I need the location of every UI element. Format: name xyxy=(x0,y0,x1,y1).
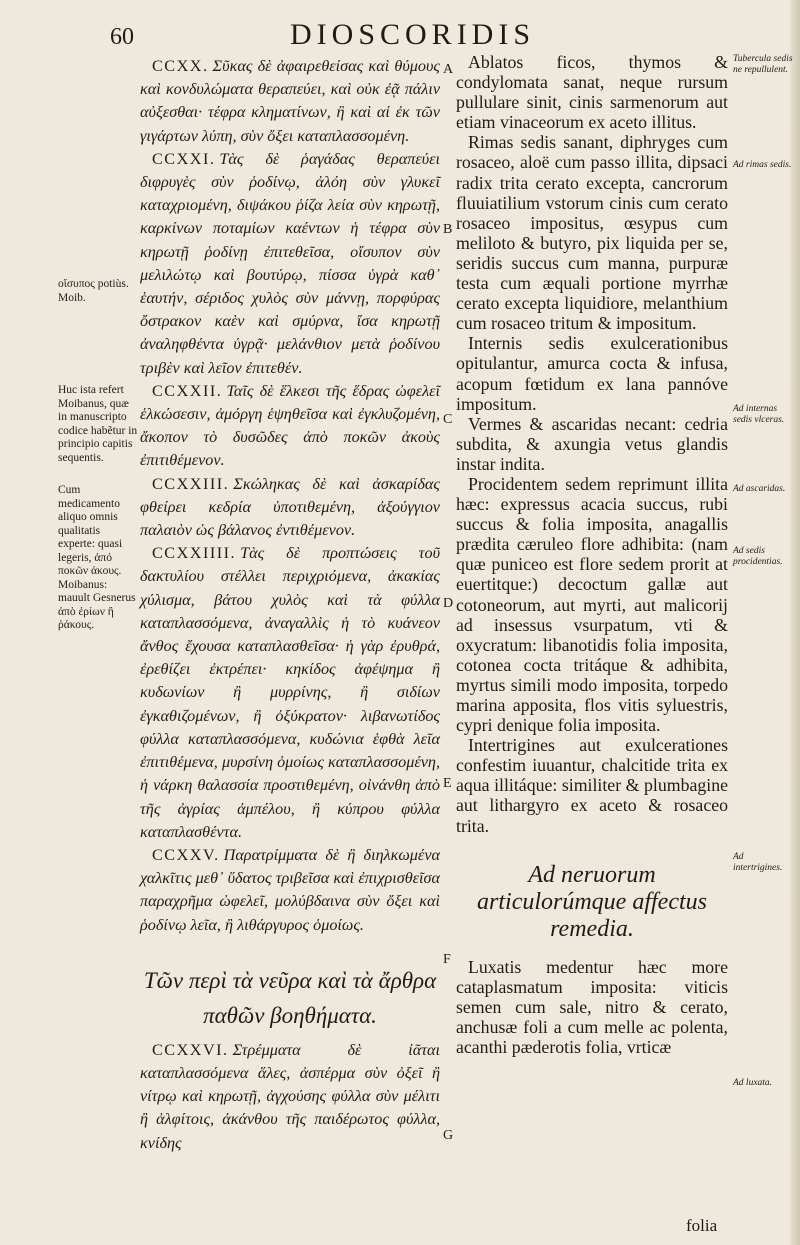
latin-section-heading: Ad neruorum articulorúmque affectus remedia. xyxy=(477,861,707,942)
greek-column xyxy=(140,55,440,1155)
greek-paragraph-ccxxv xyxy=(140,844,440,937)
greek-paragraph-ccxxii xyxy=(140,380,440,473)
paragraph-number: CCXXVI. xyxy=(152,1040,229,1059)
catchword: folia xyxy=(686,1216,718,1235)
right-margin-note: Ad sedis procidentias. xyxy=(733,546,783,567)
paragraph-text: Τὰς δὲ ῥαγάδας θεραπεύει διφρυγὲς σὺν ῥοδίνῳ, ἀλόη σὺν γλυκεῖ καταχριομένη, διψάκου ῥίζα λεία σὺν κηρωτῇ, καρκίνων ποταμίων καέντων ἡ τέφρα σὺν κηρωτῇ ῥοδίνῃ ἐπιτεθεῖσα, οἴσυπον σὺν μελιλώτῳ καὶ βουτύρῳ, πίσσα ὑγρὰ καθ᾽ ἑαυτήν, σέριδος χυλὸς σὺν μάννῃ, πορφύρας ὄστρακον καὲν καὶ σμύρνα, ἴσα κηρωτῇ ἀναληφθέντα ὑγρᾷ· μελάνθιον μετὰ ῥοδίνου τριβὲν καὶ λεῖον ἐπιτεθέν. xyxy=(140,149,440,377)
greek-paragraph-ccxxi xyxy=(140,148,440,380)
latin-paragraph: Intertrigines aut exulcerationes confestim iuuantur, chalcitide trita ex aqua illitáque: similiter & plumbagine aut lithargyro ex aceto & rosaceo trita. xyxy=(456,735,728,836)
left-margin-note: Cum medicamento aliquo omnis qualitatis experte: quasi legeris, ἀπό ποκῶν ἀκους. Moibanus: mauult Gesnerus ἀπὸ ἐρίων ἢ ῥάκους. xyxy=(58,484,136,631)
left-margin-note: Huc ista refert Moibanus, quæ in manuscripto codice habẽtur in principio capitis sequentis. xyxy=(58,384,138,464)
greek-section-heading: Τῶν περὶ τὰ νεῦρα καὶ τὰ ἄρθρα παθῶν βοηθήματα. xyxy=(143,967,437,1028)
section-letter-b: B xyxy=(443,222,453,237)
section-letter-d: D xyxy=(443,596,454,611)
section-letter-c: C xyxy=(443,412,453,427)
paragraph-number: CCXXIIII. xyxy=(152,544,237,563)
right-margin-note: Ad luxata. xyxy=(733,1078,773,1088)
latin-paragraph: Vermes & ascaridas necant: cedria subdita, & axungia vetus glandis instar indita. xyxy=(456,413,728,474)
section-letter-f: F xyxy=(443,952,451,967)
paragraph-text: Παρατρίμματα δὲ ἢ διηλκωμένα χαλκῖτις μεθ᾽ ὕδατος τριβεῖσα καὶ ἐπιχρισθεῖσα παραχρῆμα ὠφελεῖ, μολύβδαινα σὺν ὄξει καὶ ῥοδίνῳ λεῖα, ἢ λιθάργυρος ὁμοίως. xyxy=(140,845,440,934)
page-gutter xyxy=(790,0,800,1245)
paragraph-text: Ταῖς δὲ ἕλκεσι τῆς ἕδρας ὠφελεῖ ἑλκώσεσιν, ἀμόργη ἑψηθεῖσα καὶ ἐγκλυζομένη, ἄκοπον τὸ δυσῶδες ἀπὸ ποκῶν ἀκοὺς ἐπιτιθέμενον. xyxy=(140,381,440,470)
section-letter-g: G xyxy=(443,1128,454,1143)
greek-paragraph-ccxxiii xyxy=(140,473,440,543)
right-margin-note: Tubercula sedis ne repullulent. xyxy=(733,54,793,75)
paragraph-text: Στρέμματα δὲ ἰᾶται καταπλασσόμενα ἅλες, ἀσπέρμα σὺν ὀξεῖ ἢ νίτρῳ καὶ κηρωτῇ, ἀγχούσης φύλλα σὺν μέλιτι ἢ ἀλφίτοις, ἀκάνθου τῆς παιδέρωτος φύλλα, κνίδης xyxy=(140,1040,440,1152)
latin-paragraph: Ablatos ficos, thymos & condylomata sanat, neque rursum pullulare sinit, cinis sarmenorum aut etiam vinaceorum ex aceto illitus. xyxy=(456,52,728,133)
running-head: DIOSCORIDIS xyxy=(290,18,536,51)
paragraph-text: Τὰς δὲ προπτώσεις τοῦ δακτυλίου στέλλει περιχριόμενα, ἀκακίας χύλισμα, βάτου χυλὸς καὶ τὰ φύλλα καταπλασσόμενα, ἀναγαλλὶς ἡ τὸ κυάνεον ἄνθος ἔχουσα καταπλασθεῖσα· ἡ γὰρ ἐρυθρά, ἐρεθίζει ἐκτρέπει· κηκίδος ἀφέψημα ἢ κυδωνίων ἢ μυρρίνης, ἢ σιδίων ἐγκαθιζομένων, ἢ ὀξύκρατον· λιβανωτίδος φύλλα καταπλασσόμενα, κυδώνια ἑφθὰ λεῖα ἐπιτιθέμενα, μυρσίνη ὁμοίως καταπλασσομένη, ἡ νάρκη θαλασσία προστιθεμένη, οἰνάνθη ἀπὸ τῆς ἀγρίας ἀμπέλου, ἢ κύπρου φύλλα καταπλασθέντα. xyxy=(140,544,440,841)
section-letter-a: A xyxy=(443,62,454,77)
greek-paragraph-ccxxiiii xyxy=(140,542,440,844)
latin-paragraph: Procidentem sedem reprimunt illita hæc: expressus acacia succus, rubi succus & folia imposita, anagallis prædita cæruleo flore adhibita: (nam quæ puniceo est flore sedem prorit at euertitque:) decoctum gallæ aut cotoneorum, aut myrti, aut malicorij ad insessus vsurpatum, vti & oxycratum: libanotidis folia imposita, cotonea cocta tritáque & adhibita, myrtus simili modo imposita, torpedo marina apposita, flos vitis syluestris, cypri denique folia imposita. xyxy=(456,473,728,736)
page-number: 60 xyxy=(110,24,134,50)
right-margin-note: Ad internas sedis vlceras. xyxy=(733,404,785,425)
paragraph-text: Σῦκας δὲ ἀφαιρεθείσας καὶ θύμους καὶ κονδυλώματα θεραπεύει, καὶ οὐκ ἐᾷ πάλιν αὐξεσθαι· τέφρα κληματίνων, ἢ καὶ αἱ ἐκ τῶν γιγάρτων λύπη, σὺν ὄξει καταπλασσομένη. xyxy=(140,57,440,145)
paragraph-number: CCXX. xyxy=(152,57,209,75)
right-margin-note: Ad ascaridas. xyxy=(733,484,786,494)
latin-column xyxy=(456,52,728,1057)
section-letter-e: E xyxy=(443,776,452,791)
paragraph-text: Σκώληκας δὲ καὶ ἀσκαρίδας φθείρει κεδρία ὑποτιθεμένη, ἀξούγγιον παλαιὸν ὡς βάλανος ἐντιθέμενον. xyxy=(140,474,440,540)
latin-paragraph: Rimas sedis sanant, diphryges cum rosaceo, aloë cum passo illita, dipsaci radix trita cerato excepta, cancrorum fluuiatilium vstorum cinis cum cerato rosaceo impositus, œsypus cum meliloto & butyro, pix liquida per se, seridis succus cum manna, purpuræ testa cum æquali portione myrrhæ cerato excepta liquidiore, melanthium cum rosaceo tritum & impositum. xyxy=(456,132,728,334)
latin-paragraph: Luxatis medentur hæc more cataplasmatum imposita: viticis semen cum sale, nitro & cerato, anchusæ foli a cum melle ac polenta, acanthi pæderotis folia, vrticæ xyxy=(456,956,728,1058)
greek-paragraph-ccxxvi xyxy=(140,1039,440,1155)
left-margin-note: οἴσυπος potiùs. Moib. xyxy=(58,278,129,304)
right-margin-note: Ad intertrigines. xyxy=(733,852,783,873)
latin-paragraph: Internis sedis exulcerationibus opitulantur, amurca cocta & infusa, acopum fœtidum ex lana pannóve impositum. xyxy=(456,333,728,414)
paragraph-number: CCXXV. xyxy=(152,845,220,864)
paragraph-number: CCXXI. xyxy=(152,149,216,168)
greek-paragraph-ccxx xyxy=(140,55,440,148)
paragraph-number: CCXXII. xyxy=(152,381,223,400)
paragraph-number: CCXXIII. xyxy=(152,474,230,493)
right-margin-note: Ad rimas sedis. xyxy=(733,160,792,170)
